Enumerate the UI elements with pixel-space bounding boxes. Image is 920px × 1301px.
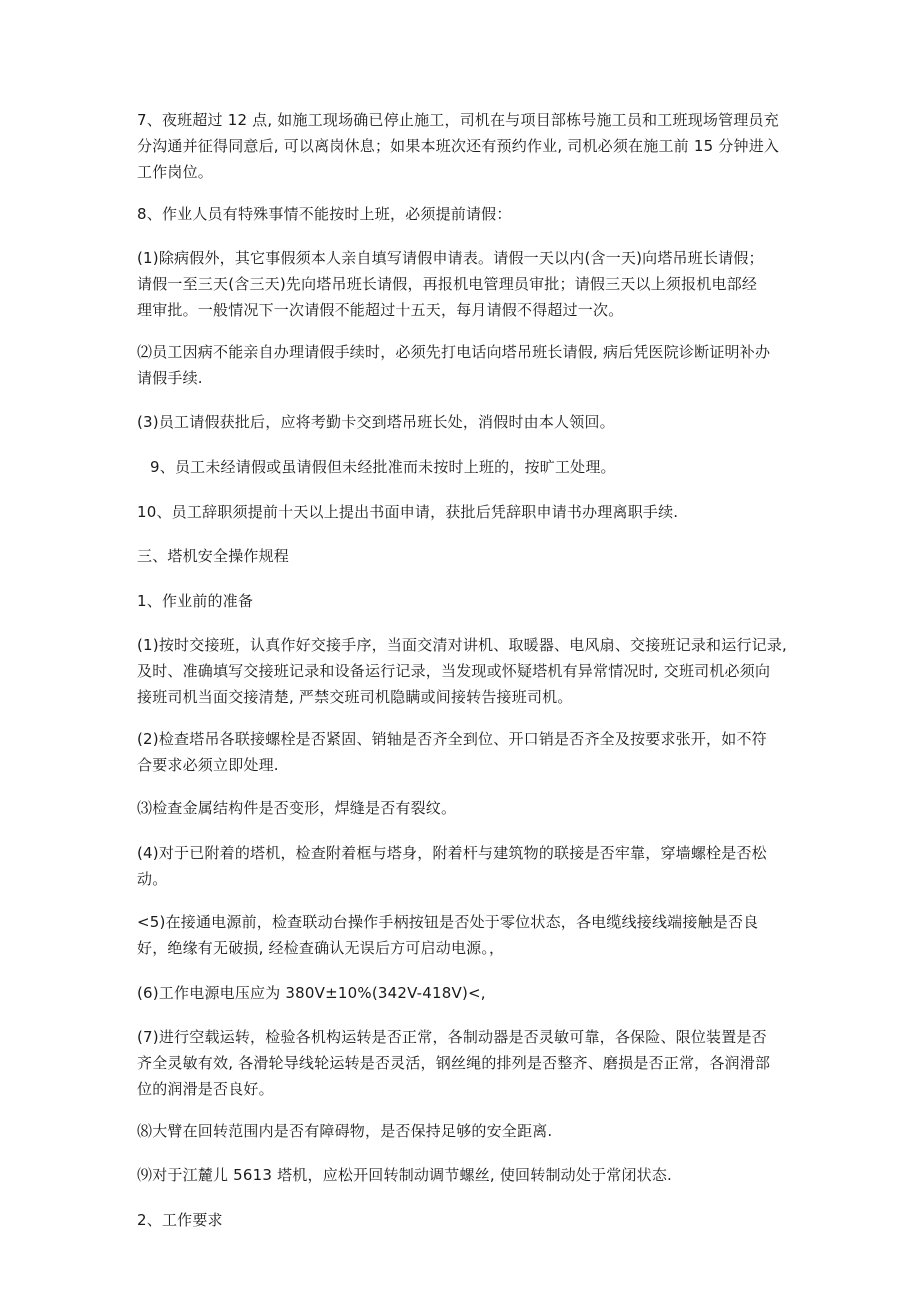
paragraph-9-absence: [150, 454, 810, 480]
text-line: (1)按时交接班，认真作好交接手序，当面交清对讲机、取暖器、电风扇、交接班记录和运行记录,: [137, 636, 788, 654]
text-line: ⑵员工因病不能亲自办理请假手续时，必须先打电话向塔吊班长请假, 病后凭医院诊断证明补办: [137, 343, 771, 361]
text-line: 好，绝缘有无破损, 经检查确认无误后方可启动电源。，: [137, 939, 505, 957]
text-line: 9、员工未经请假或虽请假但未经批准而未按时上班的，按旷工处理。: [150, 458, 616, 476]
text-line: 2、工作要求: [137, 1211, 223, 1229]
text-line: ⑻大臂在回转范围内是否有障碍物，是否保持足够的安全距离.: [137, 1122, 553, 1140]
paragraph-prep-item-3: [137, 795, 797, 821]
subsection-heading-2: [137, 1207, 797, 1233]
paragraph-prep-item-1: [137, 632, 797, 710]
paragraph-leave-item-1: [137, 245, 797, 323]
text-line: 位的润滑是否良好。: [137, 1080, 274, 1098]
text-line: 7、夜班超过 12 点, 如施工现场确已停止施工，司机在与项目部栋号施工员和工班现场管理员充: [137, 111, 779, 129]
text-line: (3)员工请假获批后，应将考勤卡交到塔吊班长处，消假时由本人领回。: [137, 413, 615, 431]
paragraph-prep-item-4: [137, 840, 797, 892]
text-line: (2)检查塔吊各联接螺栓是否紧固、销轴是否齐全到位、开口销是否齐全及按要求张开，如不符: [137, 730, 767, 748]
text-line: 8、作业人员有特殊事情不能按时上班，必须提前请假：: [137, 205, 512, 223]
paragraph-10-resignation: [137, 499, 797, 525]
paragraph-prep-item-2: [137, 726, 797, 778]
text-line: (6)工作电源电压应为 380V±10%(342V-418V)<,: [137, 984, 486, 1002]
text-line: 及时、准确填写交接班记录和设备运行记录，当发现或怀疑塔机有异常情况时, 交班司机必须向: [137, 662, 771, 680]
text-line: 齐全灵敏有效, 各滑轮导线轮运转是否灵活，钢丝绳的排列是否整齐、磨损是否正常，各润滑部: [137, 1054, 771, 1072]
paragraph-prep-item-6: [137, 980, 797, 1006]
text-line: 分沟通并征得同意后, 可以离岗休息；如果本班次还有预约作业, 司机必须在施工前 15 分钟进入: [137, 137, 780, 155]
section-heading-3: [137, 543, 797, 569]
paragraph-prep-item-5: [137, 909, 797, 961]
text-line: 合要求必须立即处理.: [137, 756, 279, 774]
text-line: <5)在接通电源前，检查联动台操作手柄按钮是否处于零位状态，各电缆线接线端接触是否良: [137, 913, 759, 931]
text-line: 请假手续.: [137, 369, 203, 387]
text-line: 接班司机当面交接清楚, 严禁交班司机隐瞒或间接转告接班司机。: [137, 688, 573, 706]
paragraph-prep-item-7: [137, 1024, 797, 1102]
text-line: 工作岗位。: [137, 163, 214, 181]
text-line: ⑶检查金属结构件是否变形，焊缝是否有裂纹。: [137, 799, 457, 817]
paragraph-prep-item-9: [137, 1162, 797, 1188]
paragraph-7-night-shift: [137, 107, 797, 185]
paragraph-leave-item-3: [137, 409, 797, 435]
text-line: (7)进行空载运转，检验各机构运转是否正常，各制动器是否灵敏可靠，各保险、限位装置是否: [137, 1028, 767, 1046]
text-line: 理审批。一般情况下一次请假不能超过十五天，每月请假不得超过一次。: [137, 301, 624, 319]
paragraph-leave-item-2: [137, 339, 797, 391]
text-line: 请假一至三天(含三天)先向塔吊班长请假，再报机电管理员审批；请假三天以上须报机电部经: [137, 275, 758, 293]
text-line: (4)对于已附着的塔机，检查附着框与塔身，附着杆与建筑物的联接是否牢靠，穿墙螺栓是否松: [137, 844, 767, 862]
text-line: 动。: [137, 870, 168, 888]
text-line: 1、作业前的准备: [137, 592, 254, 610]
text-line: 三、塔机安全操作规程: [137, 547, 290, 565]
text-line: ⑼对于江麓儿 5613 塔机，应松开回转制动调节螺丝, 使回转制动处于常闭状态.: [137, 1166, 673, 1184]
text-line: 10、员工辞职须提前十天以上提出书面申请，获批后凭辞职申请书办理离职手续.: [137, 503, 679, 521]
paragraph-prep-item-8: [137, 1118, 797, 1144]
subsection-heading-1: [137, 588, 797, 614]
paragraph-8-leave-request: [137, 201, 797, 227]
text-line: (1)除病假外，其它事假须本人亲自填写请假申请表。请假一天以内(含一天)向塔吊班长请假；: [137, 249, 764, 267]
